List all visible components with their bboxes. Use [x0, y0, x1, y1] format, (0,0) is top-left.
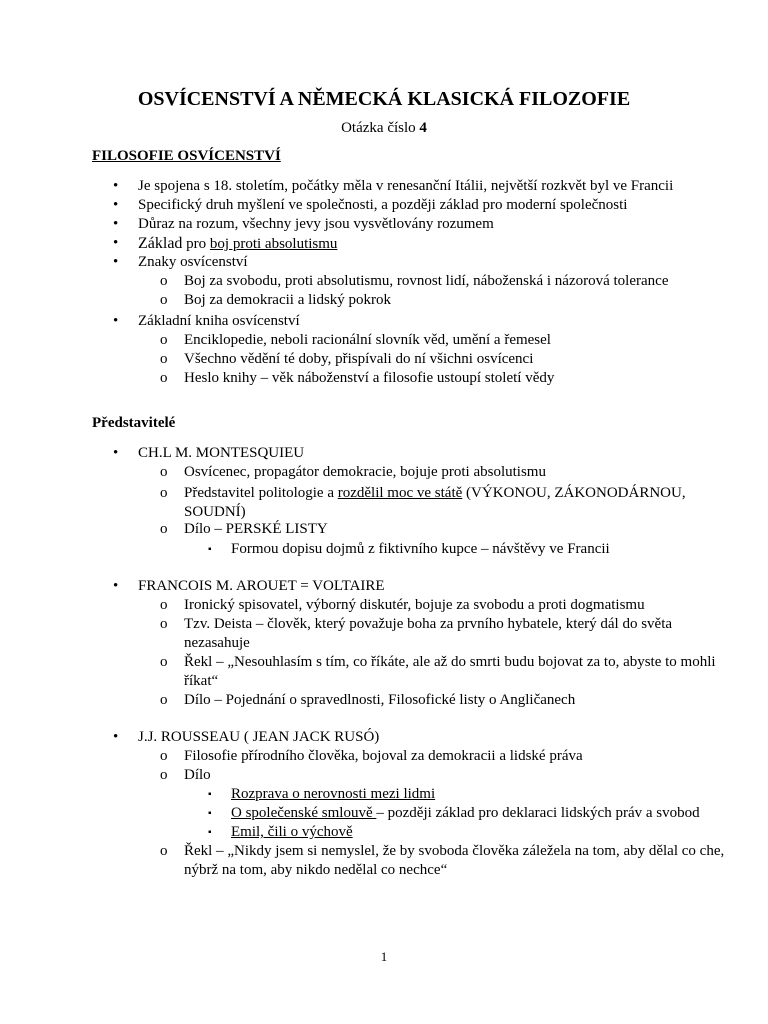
- section-heading-representatives: Představitelé: [92, 415, 176, 431]
- list-subitem: Tzv. Deista – člověk, který považuje boha za prvního hybatele, který dál do světa: [184, 616, 673, 632]
- underlined-phrase: boj proti absolutismu: [209, 236, 338, 252]
- list-subitem: Všechno vědění té doby, přispívali do ní všichni osvícenci: [184, 351, 534, 367]
- list-subitem: Řekl – „Nesouhlasím s tím, co říkáte, ale až do smrti budu bojovat za to, abyste to mohli: [184, 654, 716, 670]
- circle-bullet-icon: o: [160, 654, 168, 670]
- underlined-phrase: rozdělil moc ve státě: [337, 485, 463, 501]
- list-item: Specifický druh myšlení ve společnosti, a později základ pro moderní společnosti: [138, 197, 628, 213]
- square-bullet-icon: ▪: [208, 827, 212, 838]
- list-item: Základní kniha osvícenství: [138, 313, 300, 329]
- list-subsubitem-text: – později základ pro deklaraci lidských práv a svobod: [376, 805, 700, 821]
- list-subitem: Řekl – „Nikdy jsem si nemyslel, že by svoboda člověka záležela na tom, aby dělal co che,: [184, 843, 725, 859]
- list-subitem: Heslo knihy – věk náboženství a filosofie ustoupí století vědy: [184, 370, 555, 386]
- list-subitem: Boj za demokracii a lidský pokrok: [184, 292, 392, 308]
- list-subitem: Dílo: [184, 767, 211, 783]
- document-title: OSVÍCENSTVÍ A NĚMECKÁ KLASICKÁ FILOZOFIE: [137, 88, 631, 110]
- list-subitem: Dílo – Pojednání o spravedlnosti, Filosofické listy o Angličanech: [184, 692, 576, 708]
- bullet-icon: •: [113, 578, 119, 594]
- square-bullet-icon: ▪: [208, 808, 212, 819]
- circle-bullet-icon: o: [160, 692, 168, 708]
- list-item: [138, 234, 337, 254]
- list-subitem-continuation: nýbrž na tom, aby nikdo nedělal co nechce“: [184, 862, 448, 878]
- question-label: Otázka číslo: [341, 120, 420, 136]
- circle-bullet-icon: o: [160, 292, 168, 308]
- bullet-icon: •: [113, 197, 119, 213]
- circle-bullet-icon: o: [160, 616, 168, 632]
- bullet-icon: •: [113, 254, 119, 270]
- list-subitem-text: (VÝKONOU, ZÁKONODÁRNOU,: [462, 485, 686, 501]
- list-subitem-continuation: říkat“: [184, 673, 219, 689]
- question-number: [0, 119, 768, 138]
- circle-bullet-icon: o: [160, 273, 168, 289]
- list-subitem-continuation: nezasahuje: [184, 635, 250, 651]
- bullet-icon: •: [113, 313, 119, 329]
- list-item-prefix: Základ: [138, 235, 183, 252]
- list-item: Je spojena s 18. stoletím, počátky měla v renesanční Itálii, největší rozkvět byl ve Francii: [138, 178, 674, 194]
- section-heading-enlightenment: FILOSOFIE OSVÍCENSTVÍ: [92, 148, 281, 164]
- list-subitem: Enciklopedie, neboli racionální slovník věd, umění a řemesel: [184, 332, 551, 348]
- list-subitem: Osvícenec, propagátor demokracie, bojuje proti absolutismu: [184, 464, 546, 480]
- bullet-icon: •: [113, 729, 119, 745]
- bullet-icon: •: [113, 216, 119, 232]
- circle-bullet-icon: o: [160, 370, 168, 386]
- bullet-icon: •: [113, 445, 119, 461]
- list-subitem: Boj za svobodu, proti absolutismu, rovnost lidí, náboženská i názorová tolerance: [184, 273, 669, 289]
- list-subsubitem: [231, 804, 700, 823]
- circle-bullet-icon: o: [160, 464, 168, 480]
- list-subsubitem: Rozprava o nerovnosti mezi lidmi: [231, 786, 436, 802]
- circle-bullet-icon: o: [160, 351, 168, 367]
- person-name: FRANCOIS M. AROUET = VOLTAIRE: [138, 578, 385, 594]
- circle-bullet-icon: o: [160, 843, 168, 859]
- circle-bullet-icon: o: [160, 767, 168, 783]
- circle-bullet-icon: o: [160, 485, 168, 501]
- circle-bullet-icon: o: [160, 748, 168, 764]
- list-subsubitem: Emil, čili o výchově: [231, 824, 353, 840]
- page-number: 1: [380, 949, 388, 964]
- person-name: CH.L M. MONTESQUIEU: [138, 445, 305, 461]
- list-subitem: [184, 484, 686, 503]
- list-subitem: Filosofie přírodního člověka, bojoval za demokracii a lidské práva: [184, 748, 583, 764]
- circle-bullet-icon: o: [160, 597, 168, 613]
- list-item: Důraz na rozum, všechny jevy jsou vysvětlovány rozumem: [138, 216, 494, 232]
- list-subitem-text: Představitel politologie a: [184, 485, 338, 501]
- circle-bullet-icon: o: [160, 521, 168, 537]
- bullet-icon: •: [113, 235, 119, 251]
- list-item: Znaky osvícenství: [138, 254, 248, 270]
- list-subitem: Dílo – PERSKÉ LISTY: [184, 521, 328, 537]
- person-name: J.J. ROUSSEAU ( JEAN JACK RUSÓ): [138, 729, 380, 745]
- list-subitem: Ironický spisovatel, výborný diskutér, bojuje za svobodu a proti dogmatismu: [184, 597, 645, 613]
- underlined-phrase: O společenské smlouvě: [231, 805, 377, 821]
- question-number-value: 4: [419, 120, 427, 136]
- list-subsubitem: Formou dopisu dojmů z fiktivního kupce – návštěvy ve Francii: [231, 541, 610, 557]
- list-subitem-continuation: SOUDNÍ): [184, 504, 246, 520]
- list-item-text: pro: [182, 236, 210, 252]
- circle-bullet-icon: o: [160, 332, 168, 348]
- bullet-icon: •: [113, 178, 119, 194]
- square-bullet-icon: ▪: [208, 544, 212, 555]
- square-bullet-icon: ▪: [208, 789, 212, 800]
